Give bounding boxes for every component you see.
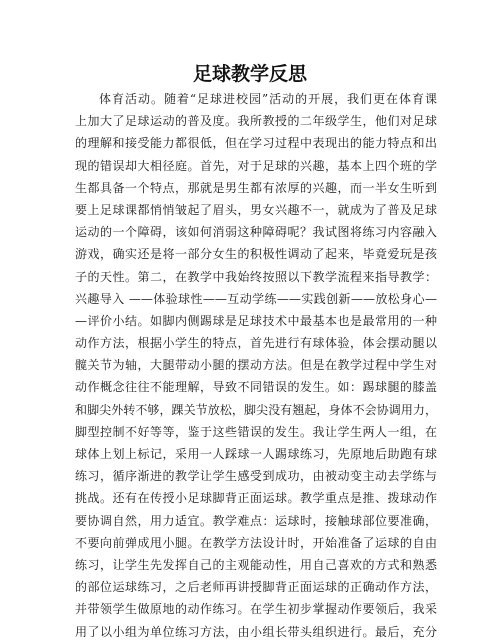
document-title: 足球教学反思: [192, 63, 307, 85]
text-line: 上加大了足球运动的普及度。我所教授的二年级学生，他们对足球: [75, 114, 437, 129]
text-line: 现的错误却大相径庭。首先，对于足球的兴趣，基本上四个班的学: [75, 158, 437, 173]
text-line: 动作概念往往不能理解，导致不同错误的发生。如：踢球腿的膝盖: [75, 380, 437, 395]
text-line: 练习，循序渐进的教学让学生感受到成功，由被动变主动去学练与: [75, 469, 437, 484]
text-line: 脚型控制不好等等，鉴于这些错误的发生。我让学生两人一组，在: [75, 424, 437, 439]
text-line: 球体上划上标记，采用一人踩球一人踢球练习，先原地后助跑有球: [75, 447, 437, 461]
document-body: [75, 88, 437, 643]
text-line: 要协调自然，用力适宜。教学难点：运球时，接触球部位要准确，: [75, 513, 437, 528]
text-line: 运动的一个障碍，该如何消弱这种障碍呢？我试图将练习内容融入: [75, 225, 437, 240]
text-line: 和脚尖外转不够，踝关节放松，脚尖没有翘起，身体不会协调用力，: [75, 402, 437, 417]
text-line: 生都具备一个特点，那就是男生都有浓厚的兴趣，而一半女生听到: [75, 180, 437, 195]
text-line: —评价小结。如脚内侧踢球是足球技术中最基本也是最常用的一种: [75, 313, 437, 328]
text-line: 髋关节为轴，大腿带动小腿的摆动方法。但是在教学过程中学生对: [75, 358, 437, 373]
text-line: 不要向前弹成甩小腿。在教学方法设计时，开始准备了运球的自由: [75, 535, 437, 550]
text-line: 动作方法，根据小学生的特点，首先进行有球体验，体会摆动腿以: [75, 336, 437, 351]
text-line: 并带领学生做原地的动作练习。在学生初步掌握动作要领后，我采: [75, 602, 437, 617]
text-line: 的理解和接受能力都很低，但在学习过程中表现出的能力特点和出: [75, 136, 437, 151]
text-line: 的部位运球练习，之后老师再讲授脚背正面运球的正确动作方法，: [75, 580, 437, 595]
text-line: 挑战。还有在传授小足球脚背正面运球。教学重点是推、拨球动作: [75, 491, 437, 506]
text-line: 体育活动。随着“足球进校园”活动的开展，我们更在体育课: [99, 92, 437, 106]
text-line: 游戏，确实还是将一部分女生的积极性调动了起来，毕竟爱玩是孩: [75, 247, 437, 262]
text-line: 子的天性。第二，在教学中我始终按照以下教学流程来指导教学：: [75, 269, 437, 284]
text-line: 兴趣导入 ——体验球性——互动学练——实践创新——放松身心—: [75, 291, 437, 306]
text-line: 要上足球课都悄悄皱起了眉头，男女兴趣不一，就成为了普及足球: [75, 202, 437, 217]
text-line: 用了以小组为单位练习方法，由小组长带头组织进行。最后，充分: [75, 624, 437, 639]
text-line: 练习，让学生先发挥自己的主观能动性，用自己喜欢的方式和熟悉: [75, 557, 437, 572]
